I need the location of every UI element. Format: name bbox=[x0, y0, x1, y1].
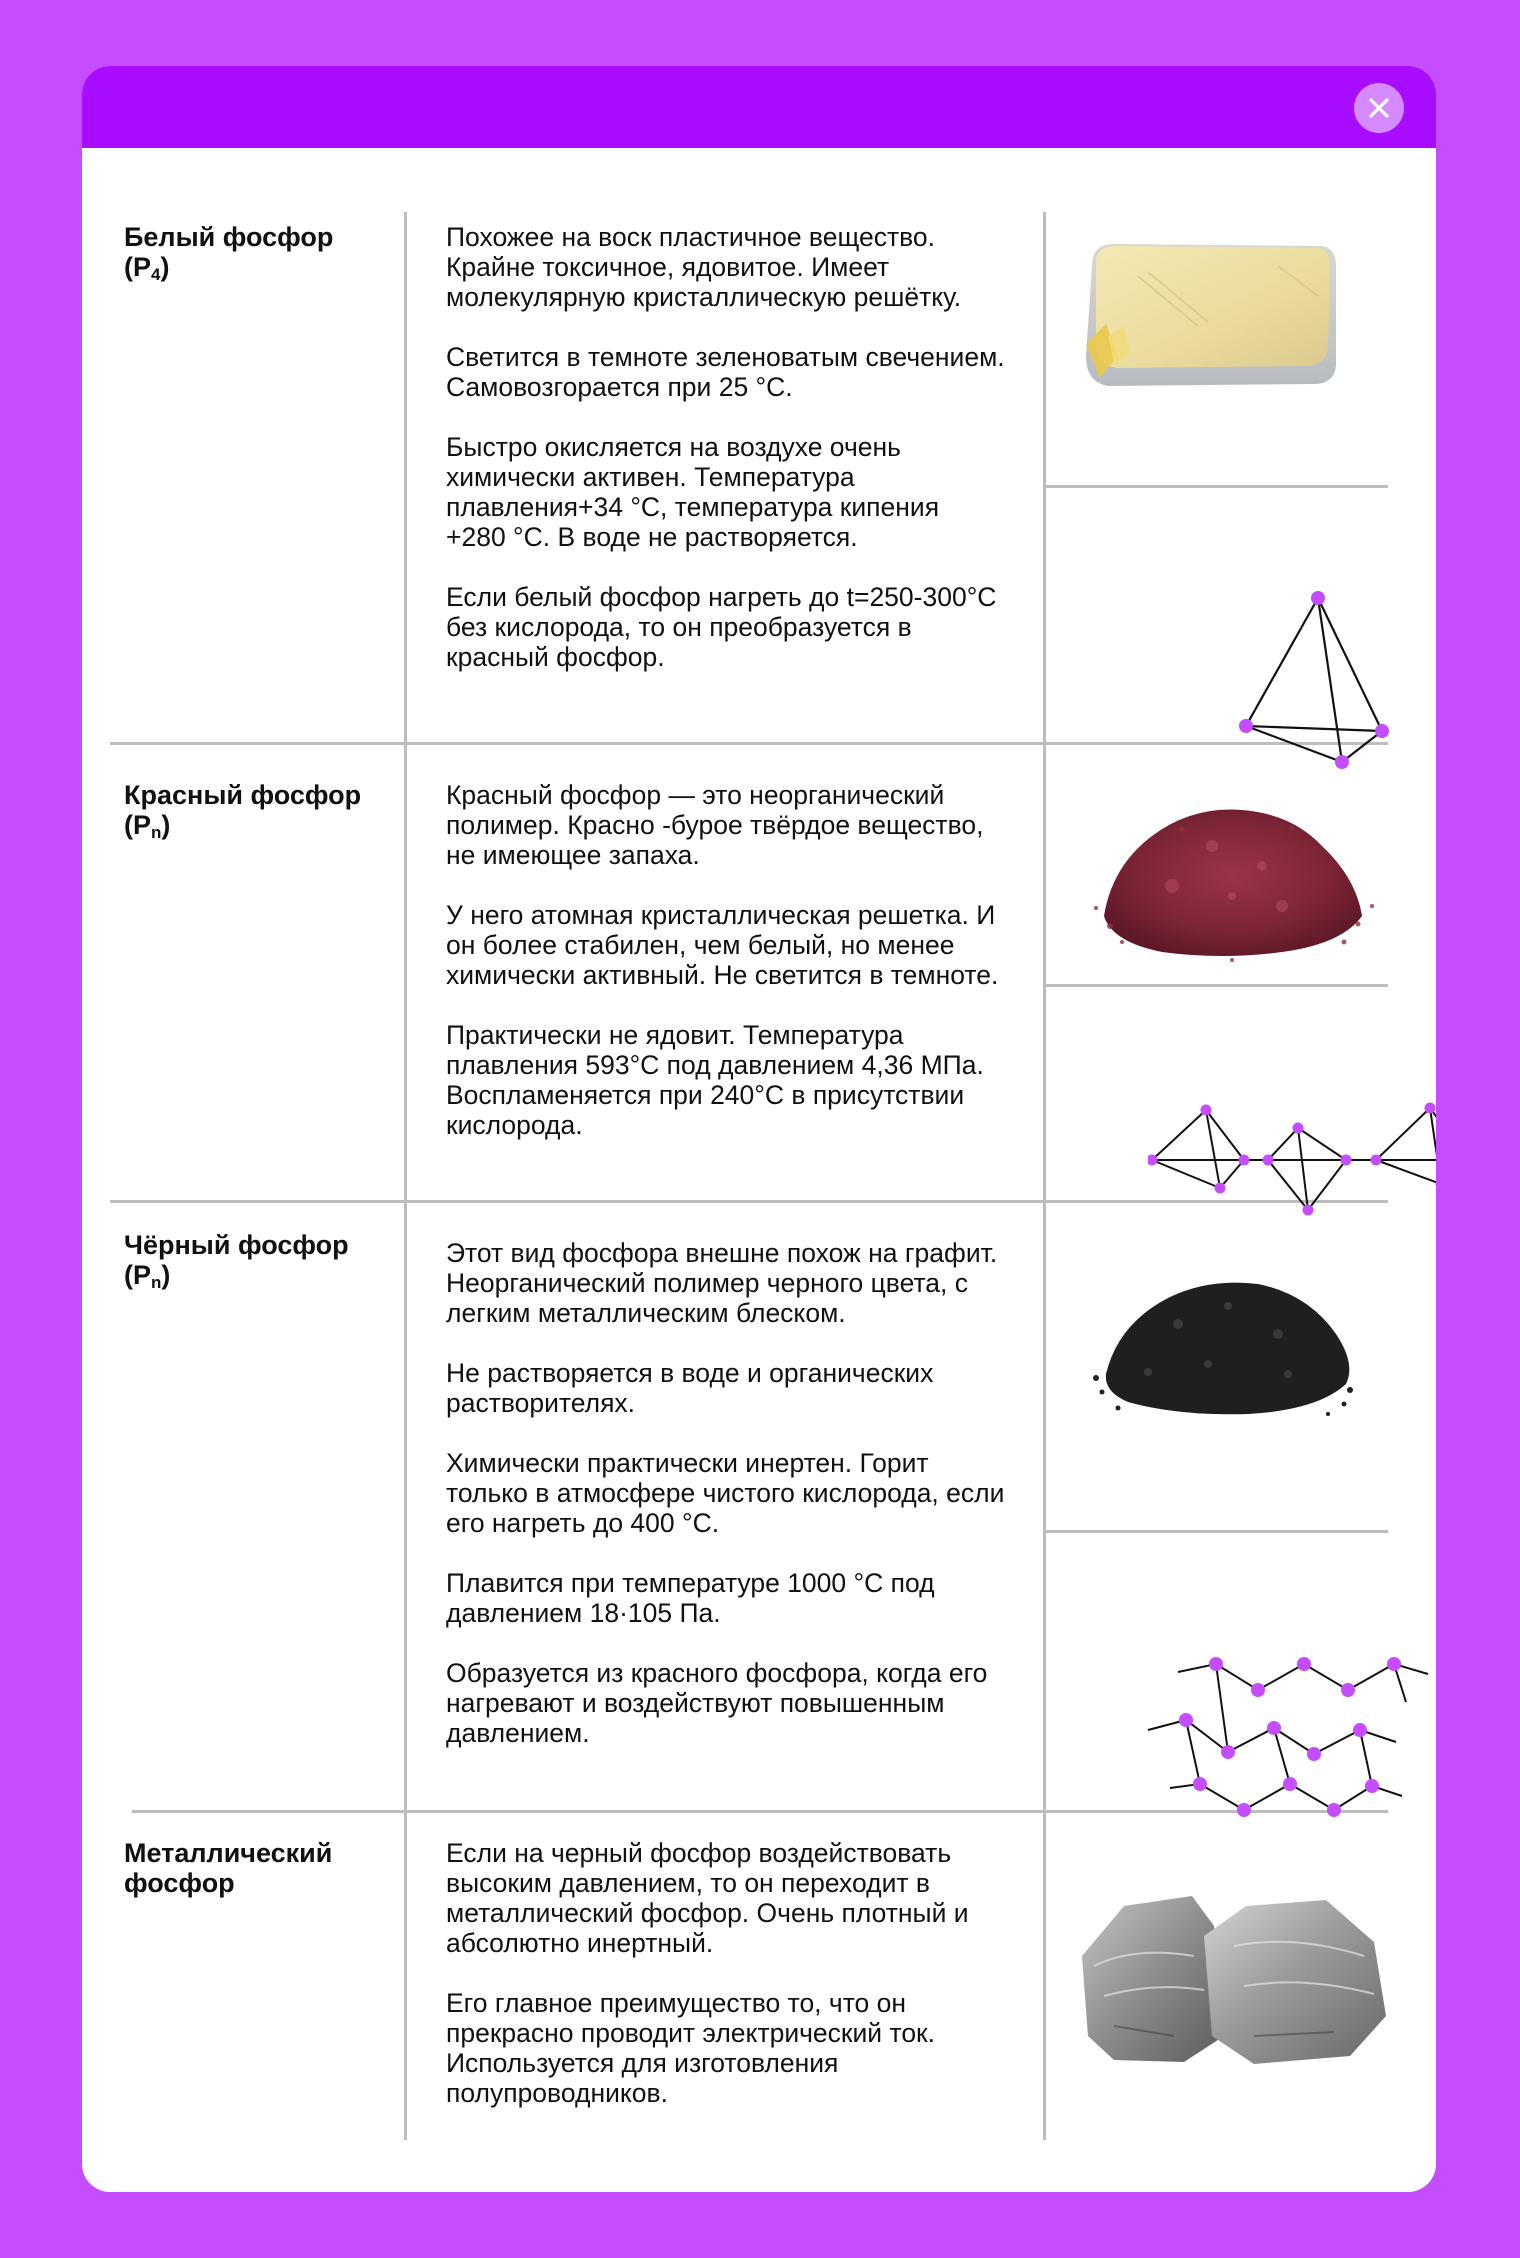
substance-name: Красный фосфор bbox=[124, 780, 362, 810]
phosphorus-table bbox=[82, 66, 1436, 2192]
modal-dialog bbox=[82, 66, 1436, 2192]
image-divider bbox=[1045, 984, 1388, 987]
row-name-red-phosphorus bbox=[124, 780, 384, 848]
substance-formula: $(P_4)$ bbox=[124, 252, 170, 284]
substance-name: Белый фосфор bbox=[124, 222, 334, 252]
paragraph: Красный фосфор — это неорганический полимер. Красно -бурое твёрдое вещество, не имеющее запаха. bbox=[446, 780, 984, 870]
red-phosphorus-polymer bbox=[1148, 1098, 1436, 1218]
paragraph: Этот вид фосфора внешне похож на графит. Неорганический полимер черного цвета, с легким металлическим блеском. bbox=[446, 1238, 998, 1328]
paragraph: Похожее на воск пластичное вещество. Крайне токсичное, ядовитое. Имеет молекулярную кристаллическую решётку. bbox=[446, 222, 962, 312]
row-name-white-phosphorus bbox=[124, 222, 384, 290]
row-divider bbox=[110, 742, 1388, 745]
column-divider bbox=[1043, 212, 1046, 2140]
paragraph: Светится в темноте зеленоватым свечением. Самовозгорается при 25 °C. bbox=[446, 342, 1005, 402]
description-metallic-phosphorus bbox=[446, 1838, 1006, 2108]
white-phosphorus-photo bbox=[1078, 236, 1342, 402]
image-divider bbox=[1045, 485, 1388, 488]
row-name-black-phosphorus bbox=[124, 1230, 384, 1298]
paragraph: Его главное преимущество то, что он прекрасно проводит электрический ток. Используется для изготовления полупроводников. bbox=[446, 1988, 936, 2108]
description-red-phosphorus bbox=[446, 780, 1006, 1140]
black-phosphorus-layers bbox=[1146, 1654, 1436, 1824]
row-name-metallic-phosphorus bbox=[124, 1838, 364, 1898]
metallic-phosphorus-photo bbox=[1074, 1886, 1392, 2072]
white-phosphorus-molecule bbox=[1222, 584, 1402, 774]
red-phosphorus-photo bbox=[1082, 766, 1382, 976]
paragraph: Если на черный фосфор воздействовать высоким давлением, то он переходит в металлический фосфор. Очень плотный и абсолютно инертный. bbox=[446, 1838, 969, 1958]
substance-name: Чёрный фосфор bbox=[124, 1230, 349, 1260]
substance-name: Металлический фосфор bbox=[124, 1838, 333, 1898]
black-phosphorus-photo bbox=[1088, 1254, 1358, 1424]
paragraph: Образуется из красного фосфора, когда его нагревают и воздействуют повышенным давлением. bbox=[446, 1658, 988, 1748]
column-divider bbox=[404, 212, 407, 2140]
paragraph: У него атомная кристаллическая решетка. И он более стабилен, чем белый, но менее химически активный. Не светится в темноте. bbox=[446, 900, 999, 990]
paragraph: Плавится при температуре 1000 °C под давлением 18·105 Па. bbox=[446, 1568, 935, 1628]
description-white-phosphorus bbox=[446, 222, 1006, 672]
substance-formula: $(P_n)$ bbox=[124, 1260, 171, 1292]
paragraph: Практически не ядовит. Температура плавления 593°C под давлением 4,36 МПа. Воспламеняется при 240°C в присутствии кислорода. bbox=[446, 1020, 984, 1140]
paragraph: Если белый фосфор нагреть до t=250-300°C без кислорода, то он преобразуется в красный фосфор. bbox=[446, 582, 997, 672]
description-black-phosphorus bbox=[446, 1238, 1006, 1748]
substance-formula: $(P_n)$ bbox=[124, 810, 171, 842]
paragraph: Быстро окисляется на воздухе очень химически активен. Температура плавления+34 °C, температура кипения +280 °C. В воде не растворяется. bbox=[446, 432, 940, 552]
paragraph: Не растворяется в воде и органических растворителях. bbox=[446, 1358, 934, 1418]
paragraph: Химически практически инертен. Горит только в атмосфере чистого кислорода, если его нагреть до 400 °C. bbox=[446, 1448, 1005, 1538]
image-divider bbox=[1045, 1530, 1388, 1533]
